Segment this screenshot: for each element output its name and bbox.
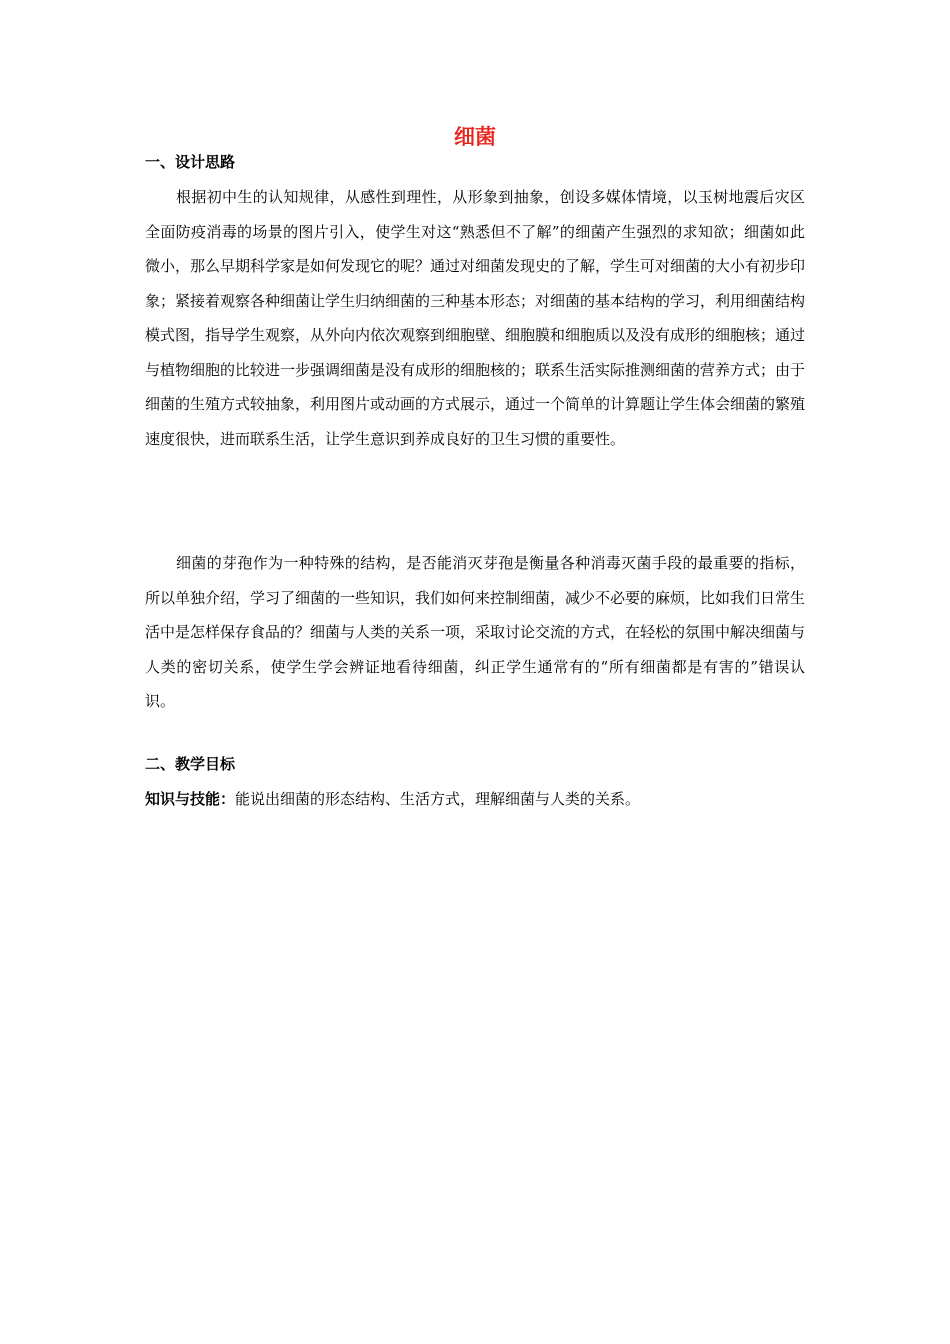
design-paragraph-2: 细菌的芽孢作为一种特殊的结构，是否能消灭芽孢是衡量各种消毒灭菌手段的最重要的指标，所以单独介绍，学习了细菌的一些知识，我们如何来控制细菌，减少不必要的麻烦，比如我们日常生活中是怎样保存食品的？细菌与人类的关系一项，采取讨论交流的方式，在轻松的氛围中解决细菌与人类的密切关系，使学生学会辨证地看待细菌，纠正学生通常有的“所有细菌都是有害的”错误认识。	[145, 554, 806, 710]
knowledge-skills-label: 知识与技能：	[145, 790, 236, 808]
knowledge-skills-text: 能说出细菌的形态结构、生活方式，理解细菌与人类的关系。	[235, 790, 641, 808]
document-title: 细菌	[454, 125, 496, 149]
section-heading-design: 一、设计思路	[145, 153, 236, 171]
design-paragraph-1: 根据初中生的认知规律，从感性到理性，从形象到抽象，创设多媒体情境，以玉树地震后灾区全面防疫消毒的场景的图片引入，使学生对这“熟悉但不了解”的细菌产生强烈的求知欲；细菌如此微小，那么早期科学家是如何发现它的呢？通过对细菌发现史的了解，学生可对细菌的大小有初步印象；紧接着观察各种细菌让学生归纳细菌的三种基本形态；对细菌的基本结构的学习，利用细菌结构模式图，指导学生观察，从外向内依次观察到细胞壁、细胞膜和细胞质以及没有成形的细胞核；通过与植物细胞的比较进一步强调细菌是没有成形的细胞核的；联系生活实际推测细菌的营养方式；由于细菌的生殖方式较抽象，利用图片或动画的方式展示，通过一个简单的计算题让学生体会细菌的繁殖速度很快，进而联系生活，让学生意识到养成良好的卫生习惯的重要性。	[145, 188, 806, 448]
knowledge-skills-line	[145, 787, 805, 811]
section-heading-objectives: 二、教学目标	[145, 755, 236, 773]
